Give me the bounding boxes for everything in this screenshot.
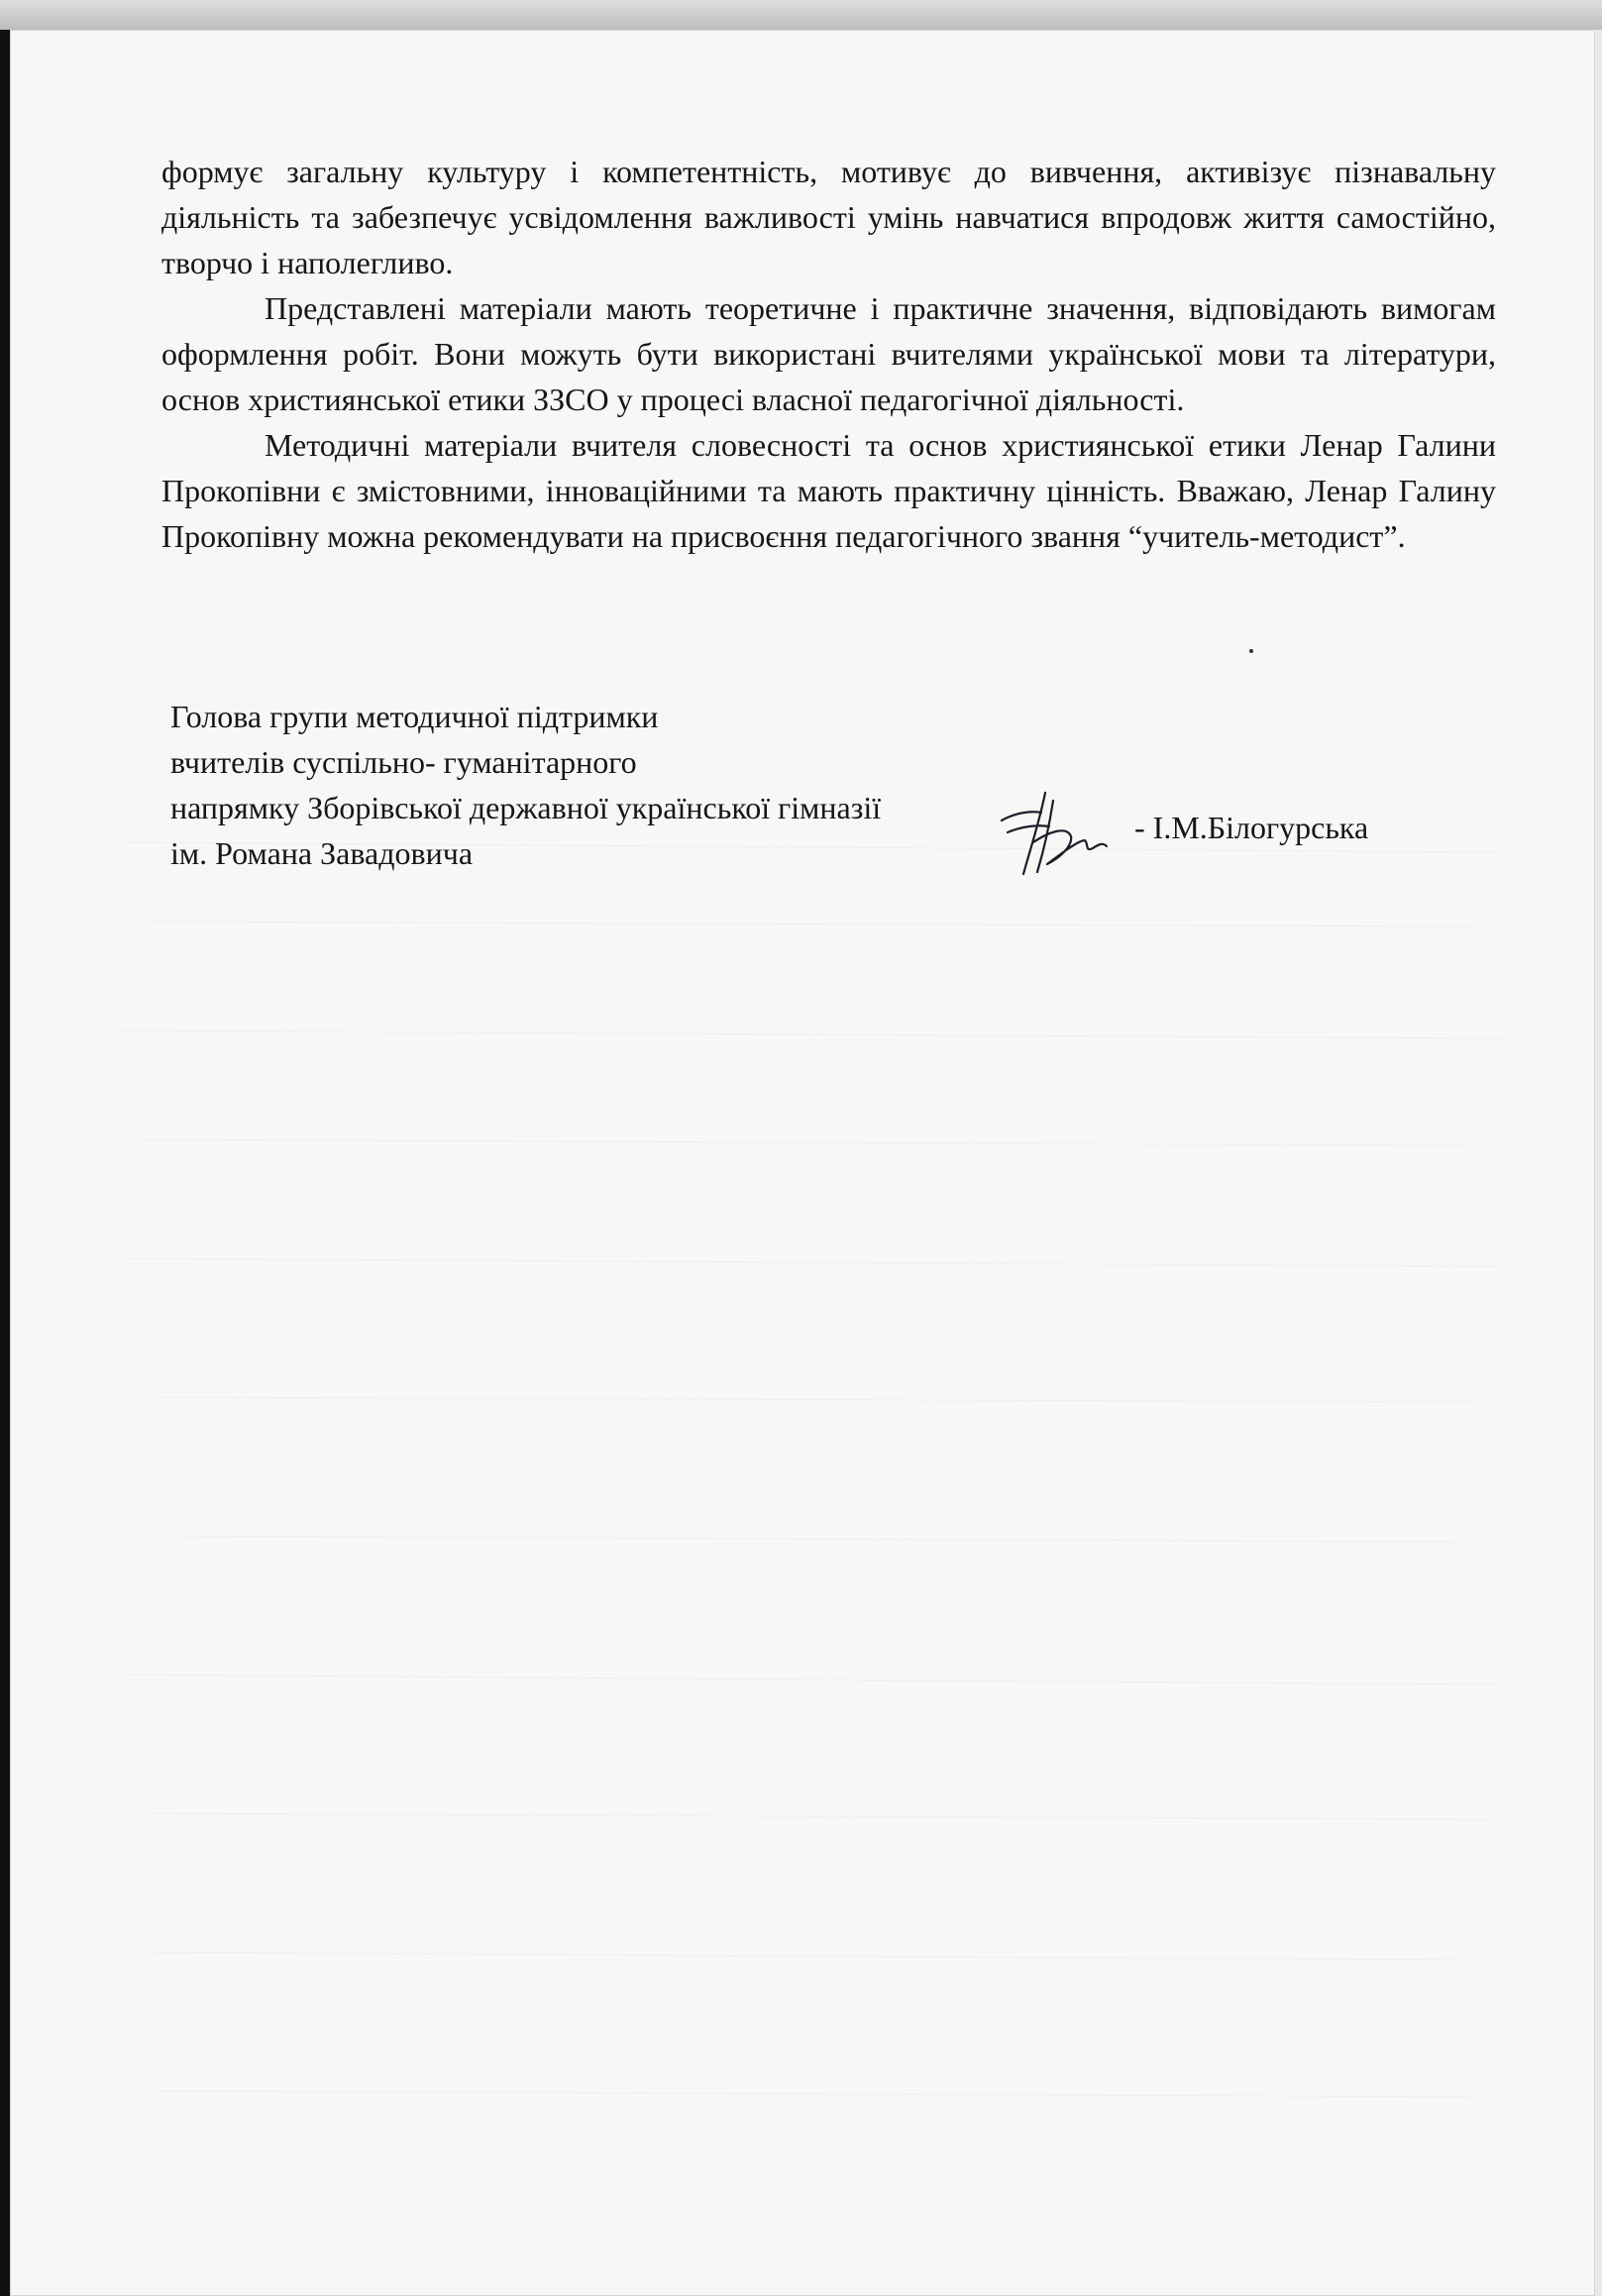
signatory-line-2: вчителів суспільно- гуманітарного: [170, 744, 637, 780]
signer-name: [1134, 805, 1368, 850]
handwritten-signature: [994, 783, 1132, 882]
body-text: [161, 149, 1496, 559]
paragraph-1: формує загальну культуру і компетентність, мотивує до вивчення, активізує пізнавальну діяльність та забезпечує усвідомлення важливості умінь навчатися впродовж життя самостійно, творчо і наполегливо.: [161, 154, 1496, 280]
paragraph-2: Представлені матеріали мають теоретичне і практичне значення, відповідають вимогам оформлення робіт. Вони можуть бути використані вчителями української мови та літератури, основ християнської етики ЗЗСО у процесі власної педагогічної діяльності.: [161, 290, 1496, 417]
scan-left-edge: [0, 30, 10, 2296]
stray-mark: [1249, 649, 1253, 653]
signatory-line-3: напрямку Зборівської державної української гімназії: [170, 790, 882, 825]
signatory-title: [170, 694, 1062, 876]
signer-name-text: І.М.Білогурська: [1152, 810, 1369, 845]
signatory-line-1: Голова групи методичної підтримки: [170, 699, 659, 734]
signature-dash: -: [1134, 810, 1145, 845]
scan-top-band: [0, 0, 1602, 30]
paragraph-3: Методичні матеріали вчителя словесності та основ християнської етики Ленар Галини Прокопівни є змістовними, інноваційними та мають практичну цінність. Вважаю, Ленар Галину Прокопівну можна рекомендувати на присвоєння педагогічного звання “учитель-методист”.: [161, 427, 1496, 554]
signatory-line-4: ім. Романа Завадовича: [170, 835, 474, 871]
